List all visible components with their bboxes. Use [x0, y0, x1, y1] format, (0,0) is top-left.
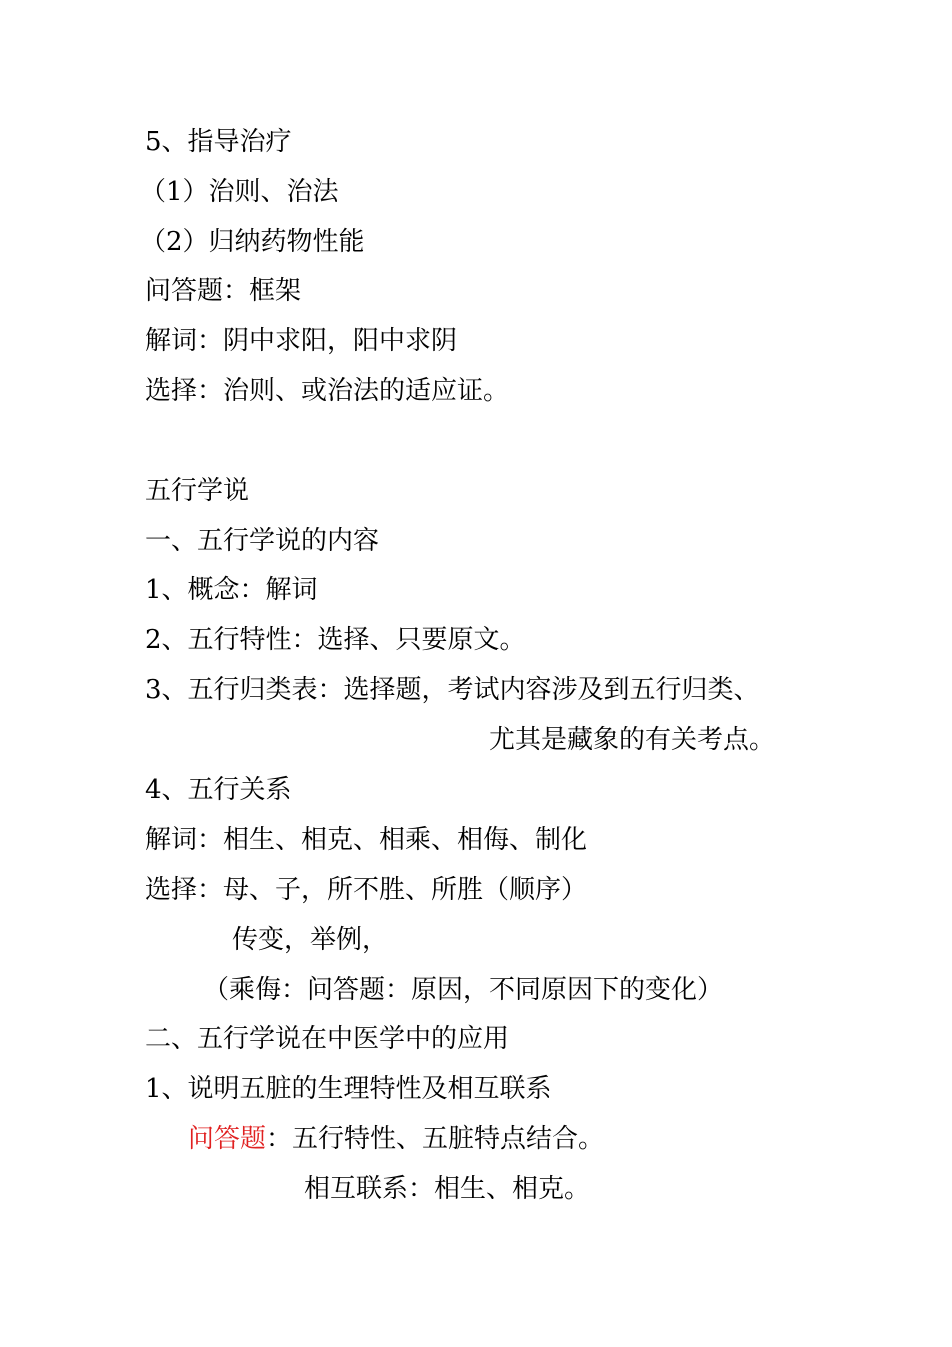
- sub-item-drug-properties: （2）归纳药物性能: [140, 227, 365, 257]
- note-transmission-example: 传变，举例，: [232, 925, 389, 955]
- chapter-title-five-elements: 五行学说: [145, 476, 250, 506]
- note-mutual-relation: 相互联系：相生、相克。: [304, 1174, 591, 1204]
- note-relations-terms: 解词：相生、相克、相乘、相侮、制化: [145, 825, 588, 855]
- note-overacting-insulting: （乘侮：问答题：原因，不同原因下的变化）: [203, 975, 724, 1005]
- note-relations-choice: 选择：母、子，所不胜、所胜（顺序）: [145, 875, 588, 905]
- item-concept: 1、概念：解词: [145, 575, 318, 605]
- item-classification-table: 3、五行归类表：选择题，考试内容涉及到五行归类、: [145, 675, 760, 705]
- item-five-organs-physiology: 1、说明五脏的生理特性及相互联系: [145, 1074, 552, 1104]
- highlight-label-question: 问答题: [188, 1124, 267, 1154]
- note-question-combination: [188, 1119, 604, 1159]
- item-relations: 4、五行关系: [145, 775, 292, 805]
- sub-item-treatment-principles: （1）治则、治法: [140, 177, 339, 207]
- note-question-combination-text: ：五行特性、五脏特点结合。: [266, 1124, 605, 1154]
- item-classification-continued: 尤其是藏象的有关考点。: [489, 725, 776, 755]
- section-heading-guide-treatment: 5、指导治疗: [145, 127, 292, 157]
- note-question-framework: 问答题：框架: [145, 276, 302, 306]
- item-characteristics: 2、五行特性：选择、只要原文。: [145, 625, 526, 655]
- note-multiple-choice: 选择：治则、或治法的适应证。: [145, 376, 510, 406]
- note-term-explanation: 解词：阴中求阳，阳中求阴: [145, 326, 458, 356]
- section-heading-content: 一、五行学说的内容: [145, 526, 380, 556]
- section-heading-application: 二、五行学说在中医学中的应用: [145, 1024, 510, 1054]
